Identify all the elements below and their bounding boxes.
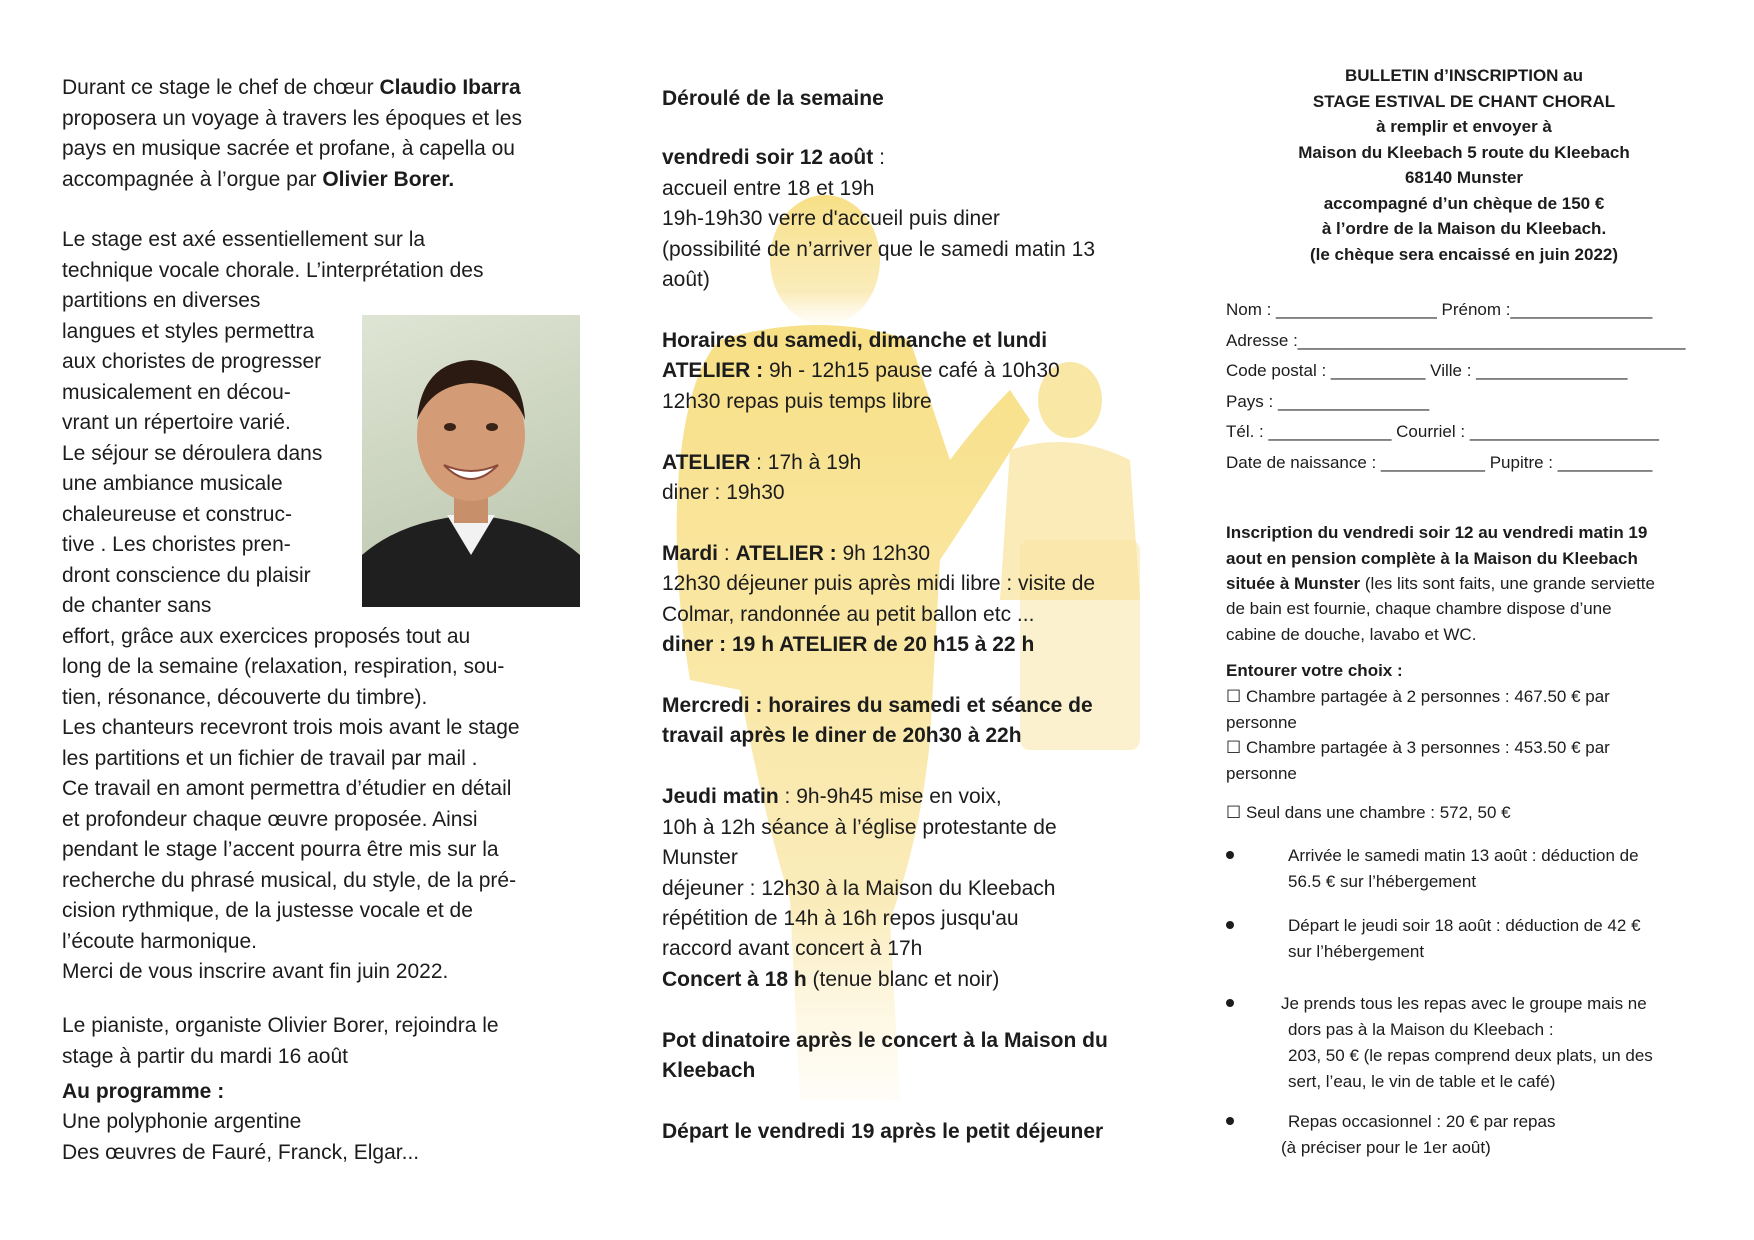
bullet-option-line: dors pas à la Maison du Kleebach :: [1288, 1020, 1554, 1039]
schedule-line: [662, 934, 922, 964]
schedule-line: [662, 356, 1060, 386]
schedule-bold: Jeudi matin: [662, 785, 779, 808]
bullet-option-line: Repas occasionnel : 20 € par repas: [1288, 1112, 1556, 1131]
body-line: les partitions et un fichier de travail par mail .: [62, 746, 478, 770]
intro-line: [62, 73, 521, 103]
inscription-bold-line: Inscription du vendredi soir 12 au vendredi matin 19: [1226, 523, 1648, 542]
form-field-line: Tél. : _____________ Courriel : ____________________: [1226, 422, 1659, 441]
body-line: Le séjour se déroulera dans: [62, 441, 323, 465]
body-line: cision rythmique, de la justesse vocale et de: [62, 899, 473, 922]
schedule-bold: diner : 19 h ATELIER de 20 h15 à 22 h: [662, 633, 1035, 656]
body-line: recherche du phrasé musical, du style, de la pré-: [62, 868, 517, 892]
schedule-text: : 17h à 19h: [750, 451, 862, 474]
schedule-bold: Pot dinatoire après le concert à la Maison du: [662, 1029, 1108, 1052]
body-line: Le stage est axé essentiellement sur la: [62, 228, 426, 251]
bulletin-header-line: 68140 Munster: [1404, 168, 1524, 187]
choix-option-line: ☐ Chambre partagée à 3 personnes : 453.50 € par: [1226, 738, 1610, 757]
body-line: vrant un répertoire varié.: [62, 411, 291, 434]
bullet-option-line: (à préciser pour le 1er août): [1281, 1138, 1491, 1157]
schedule-line: [662, 600, 1034, 630]
body-line: tive . Les choristes pren-: [62, 533, 291, 556]
schedule-line: [662, 1026, 1108, 1056]
schedule-bold: travail après le diner de 20h30 à 22h: [662, 724, 1022, 747]
schedule-text: (tenue blanc et noir): [806, 968, 1000, 991]
body-line: et profondeur chaque œuvre proposée. Ainsi: [62, 807, 478, 831]
body-line: musicalement en décou-: [62, 380, 291, 404]
schedule-text: :: [873, 146, 885, 169]
schedule-text: : 9h-9h45 mise en voix,: [778, 785, 1002, 808]
intro-text: Durant ce stage le chef de chœur: [62, 76, 380, 99]
inscription-line: de bain est fournie, chaque chambre dispose d’une: [1226, 599, 1612, 618]
bullet-option-line: 56.5 € sur l’hébergement: [1288, 872, 1477, 891]
schedule-text: Munster: [662, 846, 738, 869]
schedule-text: août): [662, 268, 710, 291]
body-line: tien, résonance, découverte du timbre).: [62, 685, 428, 709]
form-field-line: Date de naissance : ___________ Pupitre : __________: [1226, 452, 1653, 472]
form-field-line: Code postal : __________ Ville : ________________: [1226, 361, 1628, 380]
bulletin-header-line: STAGE ESTIVAL DE CHANT CHORAL: [1312, 91, 1616, 111]
body-line: de chanter sans: [62, 594, 212, 617]
choix-title: Entourer votre choix :: [1226, 661, 1403, 680]
schedule-text: 9h - 12h15 pause café à 10h30: [763, 359, 1060, 382]
schedule-text: répétition de 14h à 16h repos jusqu'au: [662, 907, 1019, 930]
schedule-bold: Concert à 18 h: [662, 968, 807, 991]
inscription-line: cabine de douche, lavabo et WC.: [1226, 624, 1477, 644]
bulletin-header-line: à remplir et envoyer à: [1376, 117, 1552, 136]
intro-bold-name: Claudio Ibarra: [379, 76, 521, 99]
inscription-line: [1226, 571, 1655, 596]
body-line: effort, grâce aux exercices proposés tout au: [62, 624, 471, 648]
schedule-text: 19h-19h30 verre d'accueil puis diner: [662, 207, 1000, 230]
intro-bold-name: Olivier Borer.: [322, 167, 455, 191]
intro-line: [62, 134, 515, 164]
schedule-line: [662, 965, 999, 995]
schedule-line: [662, 874, 1055, 904]
schedule-text: 10h à 12h séance à l’église protestante de: [662, 816, 1057, 839]
bullet-dot: [1226, 921, 1234, 929]
bulletin-header-line: Maison du Kleebach 5 route du Kleebach: [1298, 142, 1630, 162]
intro-text: pays en musique sacrée et profane, à capella ou: [62, 137, 515, 160]
body-line: chaleureuse et construc-: [62, 502, 292, 526]
bullet-dot: [1226, 999, 1234, 1007]
programme-title: Au programme :: [62, 1080, 225, 1103]
schedule-line: [662, 387, 932, 417]
body-line: l’écoute harmonique.: [62, 929, 257, 953]
schedule-text: 12h30 repas puis temps libre: [662, 390, 932, 413]
choix-option-line: ☐ Seul dans une chambre : 572, 50 €: [1226, 803, 1511, 822]
body-line: Les chanteurs recevront trois mois avant le stage: [62, 716, 520, 739]
schedule-line: [662, 904, 1019, 934]
bullet-option-line: Départ le jeudi soir 18 août : déduction de 42 €: [1288, 916, 1641, 935]
schedule-line: [662, 630, 1034, 660]
bulletin-header-line: à l’ordre de la Maison du Kleebach.: [1321, 219, 1607, 238]
schedule-line: [662, 691, 1093, 721]
body-line: dront conscience du plaisir: [62, 563, 311, 587]
inscription-text: (les lits sont faits, une grande serviette: [1360, 574, 1655, 593]
body-line: partitions en diverses: [62, 289, 261, 312]
body-line: une ambiance musicale: [62, 472, 283, 495]
schedule-line: [662, 813, 1057, 843]
schedule-line: [662, 204, 1000, 234]
intro-line: [62, 104, 522, 134]
intro-line: [62, 165, 454, 195]
schedule-bold: Kleebach: [662, 1059, 756, 1082]
schedule-line: [662, 1056, 755, 1086]
schedule-line: [662, 265, 710, 295]
schedule-bold: Mardi: [662, 542, 719, 565]
body-line: Merci de vous inscrire avant fin juin 2022.: [62, 960, 449, 983]
schedule-text: 9h 12h30: [836, 542, 931, 565]
schedule-text: :: [718, 542, 736, 565]
schedule-bold: Mercredi : horaires du samedi et séance de: [662, 694, 1093, 717]
body-line: langues et styles permettra: [62, 319, 315, 343]
bullet-option-line: Arrivée le samedi matin 13 août : déduction de: [1288, 846, 1639, 865]
schedule-line: [662, 782, 1002, 812]
bullet-option-line: Je prends tous les repas avec le groupe mais ne: [1281, 994, 1647, 1013]
schedule-bold: Départ le vendredi 19 après le petit déjeuner: [662, 1120, 1104, 1143]
schedule-line: [662, 569, 1095, 599]
schedule-line: [662, 235, 1095, 265]
schedule-text: diner : 19h30: [662, 481, 785, 504]
schedule-line: [662, 478, 785, 508]
choix-option-line: ☐ Chambre partagée à 2 personnes : 467.50 € par: [1226, 687, 1610, 706]
choix-option-line: personne: [1226, 713, 1297, 732]
schedule-bold: ATELIER :: [735, 542, 837, 565]
schedule-line: [662, 174, 874, 204]
form-field-line: Pays : ________________: [1226, 391, 1430, 411]
schedule-text: (possibilité de n’arriver que le samedi matin 13: [662, 238, 1096, 261]
bullet-dot: [1226, 1117, 1234, 1125]
schedule-bold: ATELIER :: [662, 359, 764, 382]
schedule-line: [662, 721, 1022, 751]
bullet-option-line: sur l’hébergement: [1288, 942, 1425, 961]
programme-line: Des œuvres de Fauré, Franck, Elgar...: [62, 1140, 420, 1164]
schedule-line: [662, 326, 1047, 356]
intro-text: accompagnée à l’orgue par: [62, 167, 323, 191]
schedule-line: [662, 843, 738, 873]
body-line: pendant le stage l’accent pourra être mis sur la: [62, 838, 499, 861]
form-field-line: Nom : _________________ Prénom :_______________: [1226, 300, 1653, 319]
schedule-text: raccord avant concert à 17h: [662, 937, 923, 960]
inscription-bold: située à Munster: [1226, 574, 1361, 593]
inscription-bold-line: aout en pension complète à la Maison du Kleebach: [1226, 548, 1638, 568]
body-line: technique vocale chorale. L’interprétation des: [62, 258, 484, 282]
intro-text: proposera un voyage à travers les époques et les: [62, 106, 522, 130]
schedule-line: [662, 448, 861, 478]
schedule-text: Colmar, randonnée au petit ballon etc ...: [662, 603, 1035, 626]
schedule-bold: ATELIER: [662, 451, 751, 474]
pianist-line: stage à partir du mardi 16 août: [62, 1044, 349, 1068]
schedule-text: accueil entre 18 et 19h: [662, 177, 875, 200]
body-line: long de la semaine (relaxation, respiration, sou-: [62, 655, 505, 678]
schedule-line: [662, 1117, 1103, 1147]
choix-option-line: personne: [1226, 764, 1297, 783]
portrait-photo: [362, 315, 580, 607]
bullet-option-line: sert, l’eau, le vin de table et le café): [1288, 1072, 1556, 1091]
bullet-dot: [1226, 851, 1234, 859]
bulletin-header-line: accompagné d’un chèque de 150 €: [1323, 193, 1605, 213]
pianist-line: Le pianiste, organiste Olivier Borer, rejoindra le: [62, 1014, 499, 1037]
schedule-bold: vendredi soir 12 août: [662, 146, 874, 169]
programme-line: Une polyphonie argentine: [62, 1110, 302, 1133]
form-field-line: Adresse :_________________________________________: [1226, 330, 1686, 350]
schedule-text: 12h30 déjeuner puis après midi libre : visite de: [662, 572, 1096, 595]
schedule-line: [662, 539, 930, 569]
schedule-line: [662, 143, 885, 173]
schedule-title: Déroulé de la semaine: [662, 87, 884, 110]
bulletin-header-line: (le chèque sera encaissé en juin 2022): [1309, 244, 1619, 264]
body-line: Ce travail en amont permettra d’étudier en détail: [62, 777, 512, 800]
schedule-text: déjeuner : 12h30 à la Maison du Kleebach: [662, 877, 1056, 900]
bullet-option-line: 203, 50 € (le repas comprend deux plats, un des: [1288, 1046, 1653, 1065]
body-line: aux choristes de progresser: [62, 350, 322, 373]
bulletin-header-line: BULLETIN d’INSCRIPTION au: [1345, 66, 1583, 85]
schedule-bold: Horaires du samedi, dimanche et lundi: [662, 329, 1048, 352]
